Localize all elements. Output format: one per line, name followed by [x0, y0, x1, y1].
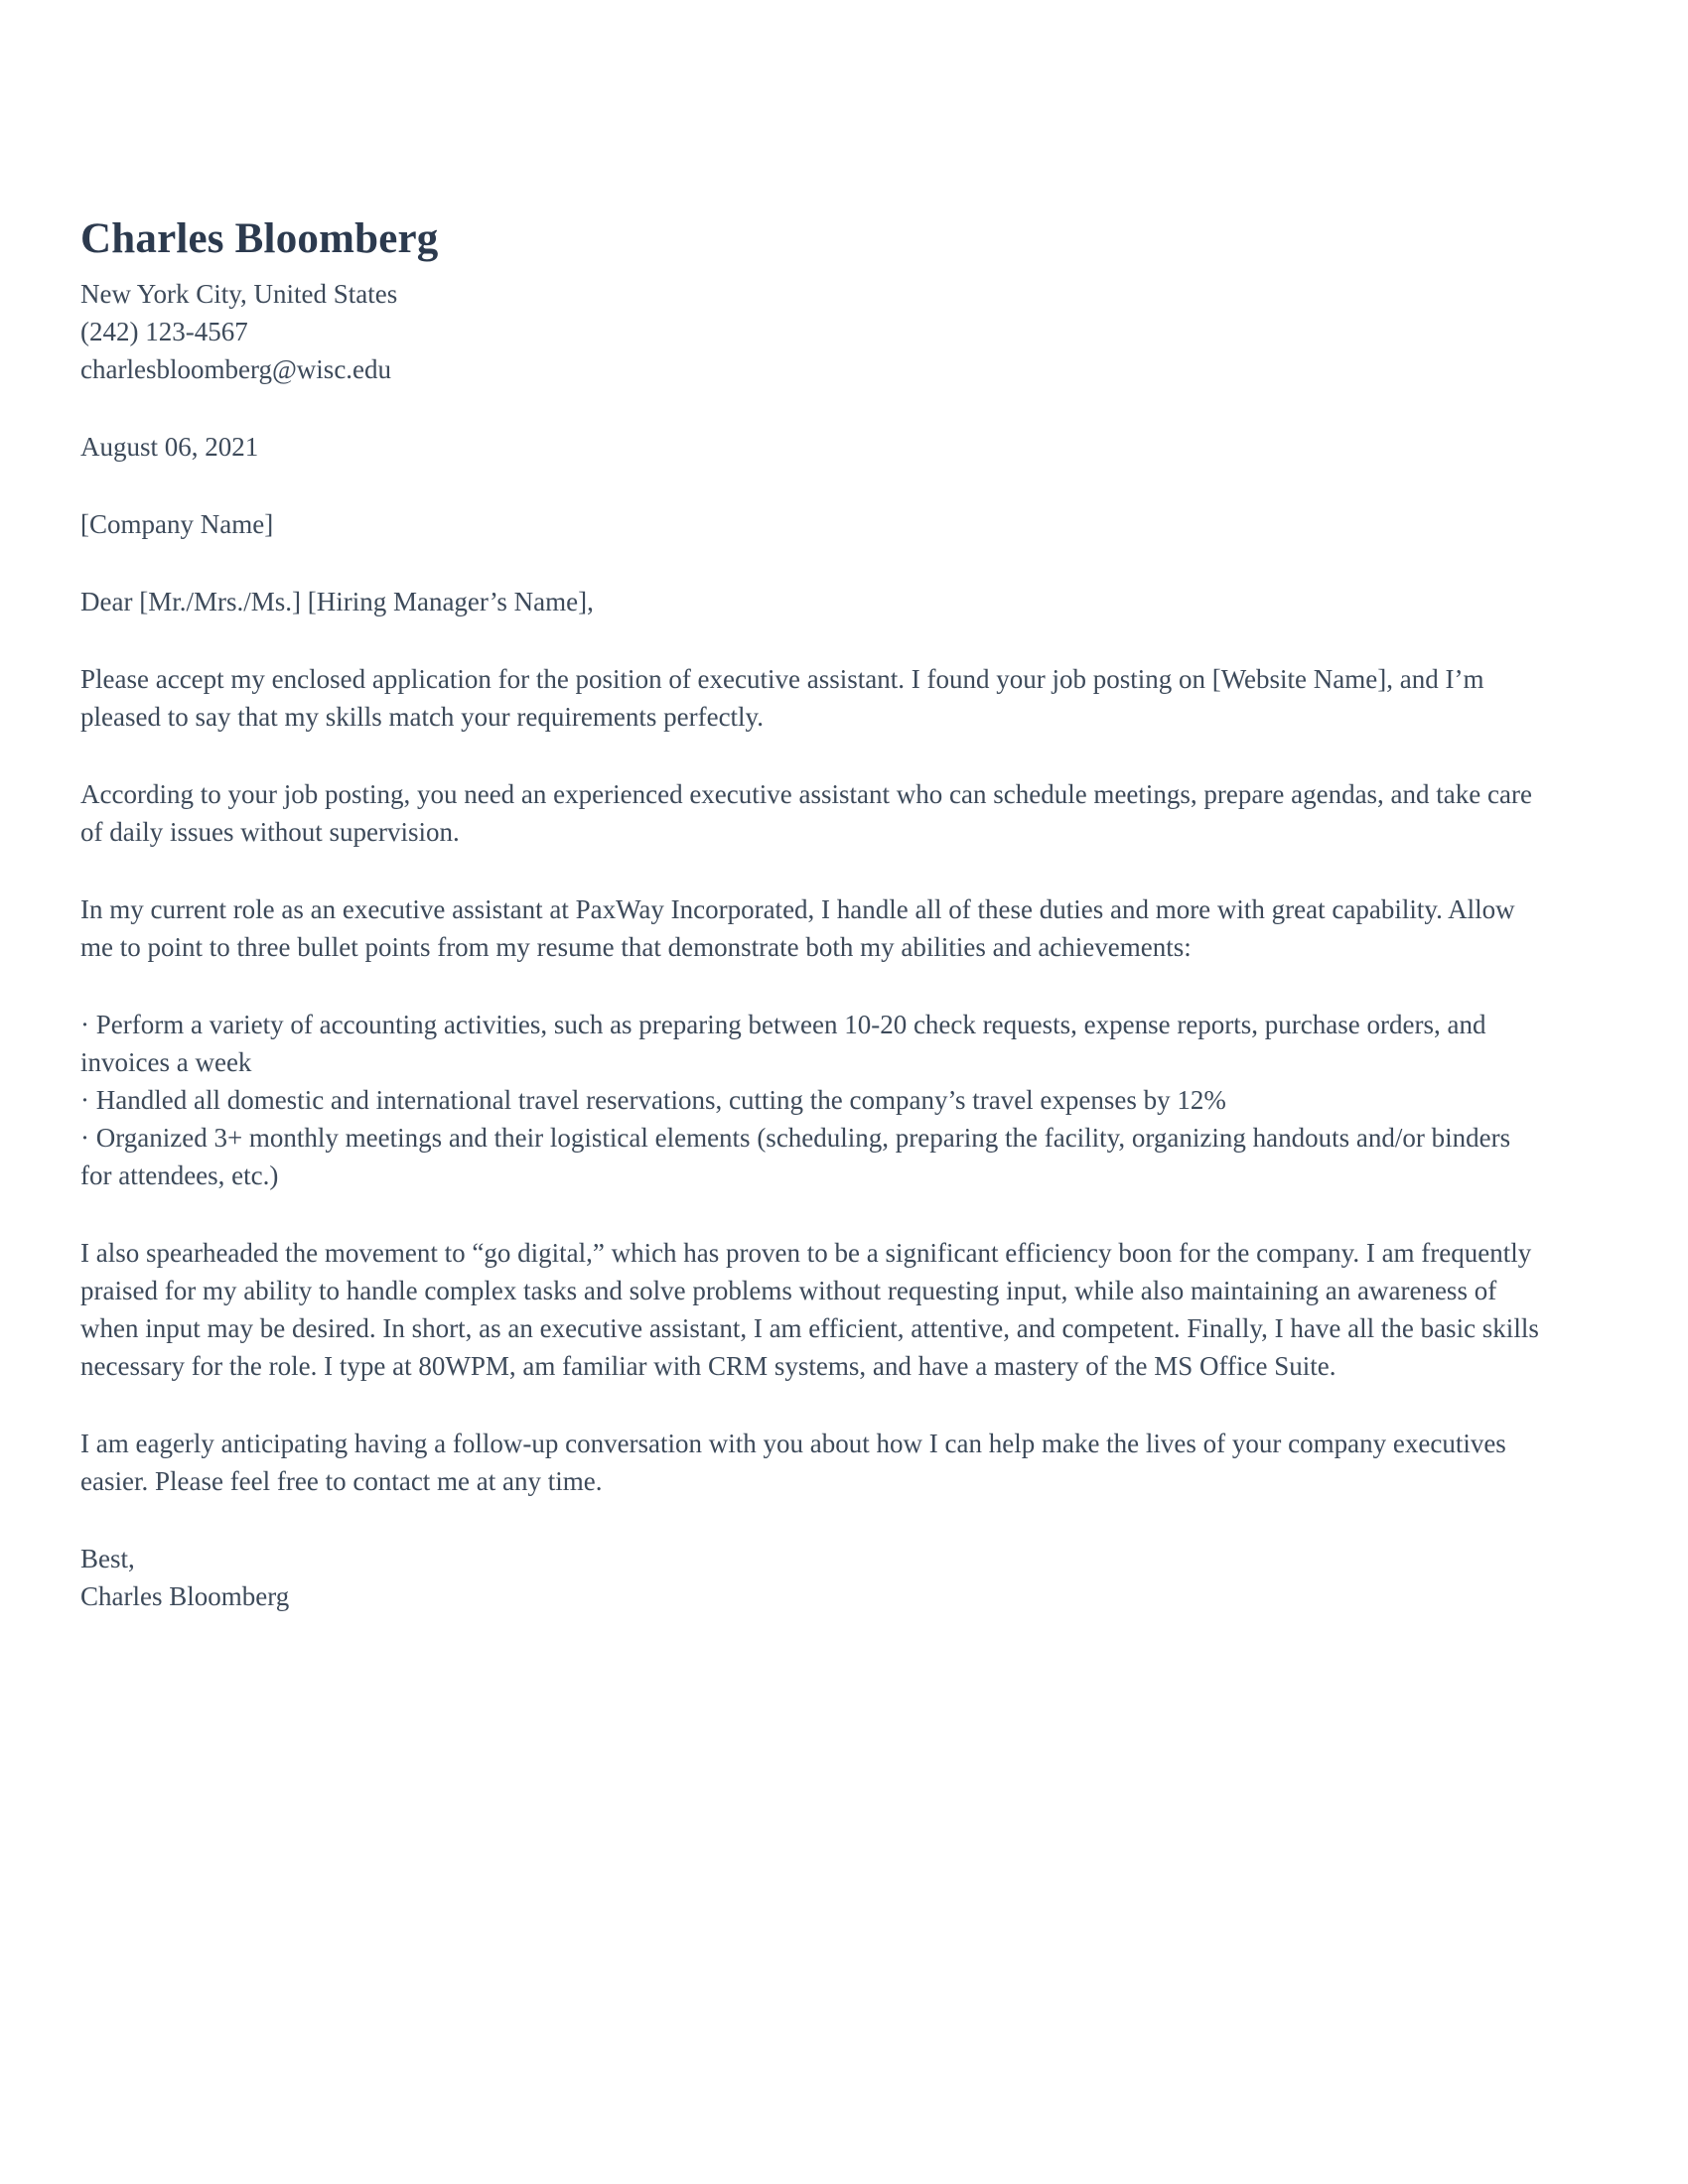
letter-date: August 06, 2021	[80, 432, 259, 462]
bullet-item-travel: · Handled all domestic and international travel reservations, cutting the company’s travel expenses by 12%	[80, 1085, 1226, 1115]
sender-location: New York City, United States	[80, 279, 398, 309]
signature-name: Charles Bloomberg	[80, 1581, 290, 1611]
sender-phone: (242) 123-4567	[80, 317, 248, 346]
salutation: Dear [Mr./Mrs./Ms.] [Hiring Manager’s Name],	[80, 587, 594, 616]
bullet-item-accounting: · Perform a variety of accounting activities, such as preparing between 10-20 check requests, expense reports, purchase orders, and invoices a week	[80, 1010, 1486, 1077]
letter-paragraph-skills: I also spearheaded the movement to “go digital,” which has proven to be a significant efficiency boon for the company. I am frequently praised for my ability to handle complex tasks and solve problems without requesting input, while also maintaining an awareness of when input may be desired. In short, as an executive assistant, I am efficient, attentive, and competent. Finally, I have all the basic skills necessary for the role. I type at 80WPM, am familiar with CRM systems, and have a mastery of the MS Office Suite.	[80, 1238, 1539, 1381]
letter-paragraph-follow-up: I am eagerly anticipating having a follow-up conversation with you about how I can help make the lives of your company executives easier. Please feel free to contact me at any time.	[80, 1429, 1506, 1496]
sender-name: Charles Bloomberg	[80, 215, 439, 262]
closing-salutation: Best,	[80, 1544, 135, 1573]
letter-paragraph-intro: Please accept my enclosed application for the position of executive assistant. I found your job posting on [Website Name], and I’m pleased to say that my skills match your requirements perfectly.	[80, 664, 1484, 732]
recipient-company-placeholder: [Company Name]	[80, 509, 274, 539]
signature-block	[80, 1540, 1540, 1615]
letter-paragraph-requirements: According to your job posting, you need an experienced executive assistant who can schedule meetings, prepare agendas, and take care of daily issues without supervision.	[80, 779, 1532, 847]
bullet-item-meetings: · Organized 3+ monthly meetings and their logistical elements (scheduling, preparing the facility, organizing handouts and/or binders for attendees, etc.)	[80, 1123, 1511, 1190]
achievement-bullet-list	[80, 1006, 1540, 1194]
sender-email: charlesbloomberg@wisc.edu	[80, 354, 392, 384]
cover-letter-content	[80, 213, 1540, 1615]
letter-paragraph-current-role: In my current role as an executive assistant at PaxWay Incorporated, I handle all of these duties and more with great capability. Allow me to point to three bullet points from my resume that demonstrate both my abilities and achievements:	[80, 894, 1515, 962]
sender-header	[80, 213, 1540, 388]
